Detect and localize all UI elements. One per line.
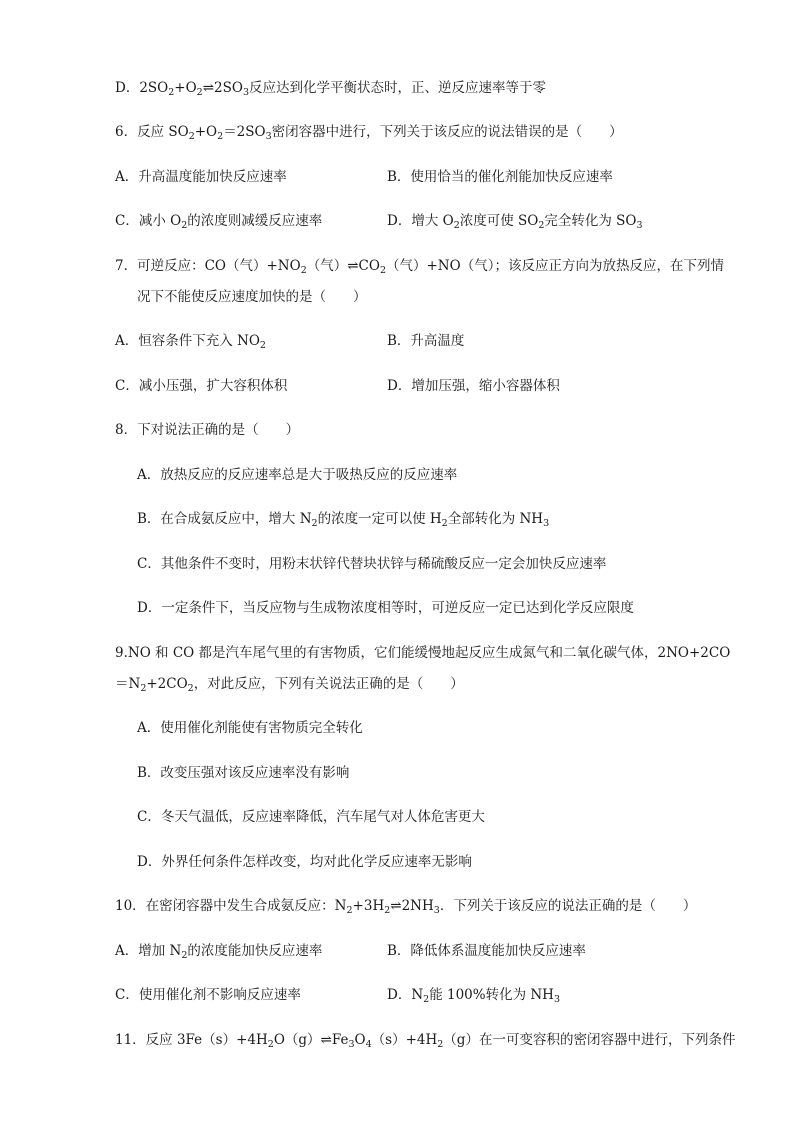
q10-stem: 10．在密闭容器中发生合成氨反应：$N_2+3H_2\rightleftharpoons 2NH_3$．下列关于该反应的说法正确的是（ ） — [115, 898, 697, 916]
q9-option-d: D．外界任何条件怎样改变，均对此化学反应速率无影响 — [137, 854, 472, 870]
q6-stem: 6．反应 $SO_2+O_2=2SO_3$密闭容器中进行，下列关于该反应的说法错误的是（ ） — [115, 124, 623, 142]
q9-stem-cont: $=N_2+2CO_2$，对此反应，下列有关说法正确的是（ ） — [115, 676, 464, 694]
q6-option-b: B．使用恰当的催化剂能加快反应速率 — [387, 169, 613, 185]
q9-option-c: C．冬天气温低，反应速率降低，汽车尾气对人体危害更大 — [137, 809, 485, 825]
q9-option-a: A．使用催化剂能使有害物质完全转化 — [137, 720, 363, 736]
q6-option-d: D．增大 $O_2$浓度可使 $SO_2$完全转化为 $SO_3$ — [387, 213, 643, 231]
q6-option-c: C．减小 $O_2$的浓度则减缓反应速率 — [115, 213, 323, 231]
q10-option-d: D．$N_2$能 100%转化为 $NH_3$ — [387, 987, 560, 1005]
q8-stem: 8．下对说法正确的是（ ） — [115, 422, 300, 438]
q11-stem: 11．反应 $3Fe(s)+4H_2O(g)\rightleftharpoons Fe_3O_4(s)+4H_2(g)$在一可变容积的密闭容器中进行，下列条件 — [115, 1032, 736, 1050]
q5-option-d: D．$2SO_2+O_2\rightleftharpoons 2SO_3$反应达到化学平衡状态时，正、逆反应速率等于零 — [115, 80, 546, 98]
q9-stem: 9.NO 和 CO 都是汽车尾气里的有害物质，它们能缓慢地起反应生成氮气和二氧化碳气体，2NO+2CO — [115, 645, 731, 661]
q7-option-d: D．增加压强，缩小容器体积 — [387, 378, 560, 394]
q10-option-b: B．降低体系温度能加快反应速率 — [387, 943, 586, 959]
q10-option-c: C．使用催化剂不影响反应速率 — [115, 987, 301, 1003]
q8-option-d: D．一定条件下，当反应物与生成物浓度相等时，可逆反应一定已达到化学反应限度 — [137, 600, 634, 616]
q8-option-a: A．放热反应的反应速率总是大于吸热反应的反应速率 — [137, 467, 458, 483]
q9-option-b: B．改变压强对该反应速率没有影响 — [137, 765, 350, 781]
q7-stem: 7．可逆反应：CO（气）$+NO_2$（气）$\rightleftharpoons CO_2$（气）+NO（气）；该反应正方向为放热反应，在下列情 — [115, 258, 724, 276]
q10-option-a: A．增加 $N_2$的浓度能加快反应速率 — [115, 943, 323, 961]
q6-option-a: A．升高温度能加快反应速率 — [115, 169, 287, 185]
q7-option-b: B．升高温度 — [387, 333, 465, 349]
q7-stem-cont: 况下不能使反应速度加快的是（ ） — [137, 289, 367, 305]
q7-option-c: C．减小压强，扩大容积体积 — [115, 378, 288, 394]
q7-option-a: A．恒容条件下充入 $NO_2$ — [115, 333, 266, 351]
q8-option-b: B．在合成氨反应中，增大 $N_2$的浓度一定可以使 $H_2$全部转化为 $NH_3$ — [137, 511, 550, 529]
q8-option-c: C．其他条件不变时，用粉末状锌代替块状锌与稀硫酸反应一定会加快反应速率 — [137, 556, 607, 572]
